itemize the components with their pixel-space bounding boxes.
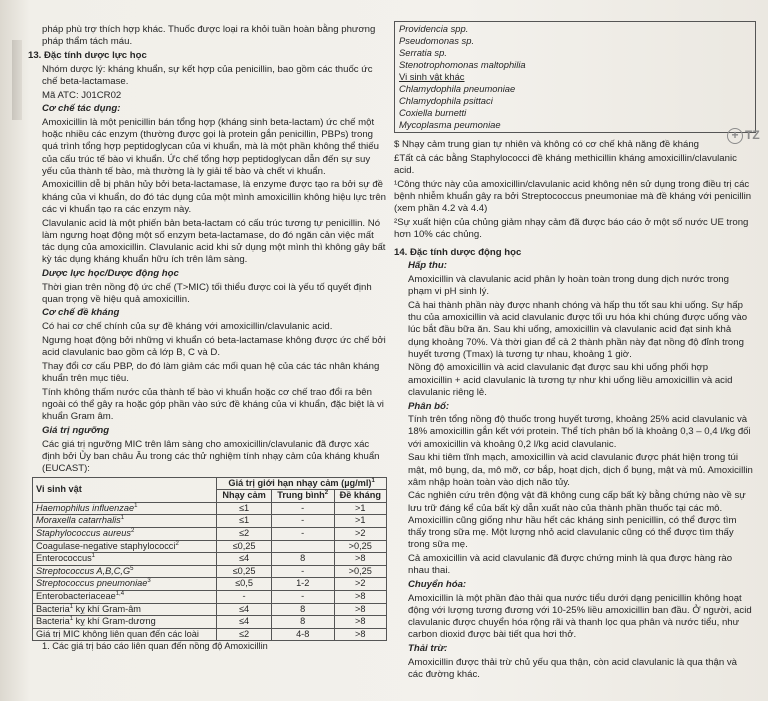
footnote-item: £Tất cả các bằng Staphylococci đề kháng methicillin kháng amoxicillin/clavulanic acid. (394, 152, 737, 176)
distribution-title: Phân bố: (408, 400, 450, 412)
header-breakpoints: Giá trị giới hạn nhạy cảm $(\mu g/ml)^1$ (217, 477, 387, 490)
table-row (33, 515, 387, 528)
resistant-cell: >2 (334, 527, 386, 540)
mic-breakpoint-table (32, 477, 387, 642)
susceptible-cell: - (217, 590, 272, 603)
scan-edge-shadow (12, 40, 22, 120)
resistant-cell: >8 (334, 590, 386, 603)
organism-cell: Enterococcus$^1$ (33, 553, 217, 566)
resistant-cell: >8 (334, 616, 386, 629)
susceptible-cell: ≤4 (217, 553, 272, 566)
resistance-p3: Thay đổi cơ cấu PBP, do đó làm giảm các mối quan hệ của các tác nhân kháng khuẩn trên mục tiêu. (42, 360, 380, 384)
table-footnote: 1. Các giá trị báo cáo liên quan đến nồng độ Amoxicillin (42, 641, 268, 652)
intermediate-cell: - (271, 515, 334, 528)
intermediate-cell: 4-8 (271, 628, 334, 641)
breakpoints-text: Các giá trị ngưỡng MIC trên lâm sàng cho amoxicillin/clavulanic đã được xác định bởi Ủy ban châu Âu trong các thử nghiệm tính nhạy cảm của kháng khuẩn (EUCAST): (42, 438, 380, 474)
organism-cell: Streptococcus pneumoniae$^3$ (33, 578, 217, 591)
resistance-p4: Tính không thấm nước của thành tế bào vi khuẩn hoặc cơ chế trao đổi ra bên ngoài có thể gây ra hoặc góp phần vào sức đề kháng của vi khuẩn, đặc biệt là vi khuẩn Gram âm. (42, 386, 384, 423)
organism-item: Mycoplasma peumoniae (399, 119, 501, 130)
distribution-p1: Tính trên tổng nồng độ thuốc trong huyết tương, khoảng 25% acid clavulanic và 18% amoxicillin gắn kết với protein. Thể tích phân bố là khoảng 0,3 – 0,4 l/kg đối với amoxicillin và khoảng 0,2 l/kg acid clavulanic. (408, 414, 751, 450)
metabolism-text: Amoxicillin là một phần đào thải qua nước tiểu dưới dạng penicillin không hoạt động với lượng tương đương với 10-25% liều amoxicillin ban đầu. Ở người, acid clavulanic được chuyển hóa rộng rãi và thanh lọc qua phân và nước tiểu, như carbon dioxid được bài tiết qua hơi thở. (408, 592, 752, 641)
distribution-p2: Sau khi tiêm tĩnh mạch, amoxicillin và acid clavulanic được phát hiện trong túi mật, mô bụng, da, mô mỡ, cơ bắp, hoạt dịch, dịch ổ bụng, mật và mủ. Amoxicillin xâm nhập hoàn toàn vào dịch não tủy. (408, 452, 753, 488)
manufacturer-logo: + TZ (727, 128, 767, 150)
table-row (33, 590, 387, 603)
resistant-cell: >8 (334, 603, 386, 616)
absorption-title: Hấp thu: (408, 260, 447, 272)
intermediate-cell: - (271, 527, 334, 540)
organism-cell: Giá trị MIC không liên quan đến các loài (33, 628, 217, 641)
organism-group-heading: Vi sinh vật khác (399, 71, 465, 82)
intermediate-cell (271, 540, 334, 553)
excretion-title: Thải trừ: (408, 642, 448, 654)
intermediate-cell: 1-2 (271, 578, 334, 591)
excretion-text: Amoxicillin được thải trừ chủ yếu qua thận, còn acid clavulanic là qua thận và các đường khác. (408, 656, 737, 680)
resistant-cell: >0,25 (334, 565, 386, 578)
organism-cell: Enterobacteriaceae$^{1,4}$ (33, 590, 217, 603)
resistant-cell: >1 (334, 502, 386, 515)
section-14-title: 14. Đặc tính dược động học (394, 246, 522, 258)
resistant-cell: >8 (334, 628, 386, 641)
resistant-cell: >0,25 (334, 540, 386, 553)
metabolism-title: Chuyển hóa: (408, 578, 467, 590)
table-row (33, 628, 387, 641)
pkpd-text: Thời gian trên nồng độ ức chế (T>MIC) tối thiểu được coi là yếu tố quyết định quan trọng về hiệu quả amoxicillin. (42, 281, 372, 305)
organism-cell: Streptococcus $A,B,C,G^5$ (33, 565, 217, 578)
cross-icon: + (727, 128, 743, 144)
table-row (33, 553, 387, 566)
organism-item: Chlamydophila pneumoniae (399, 83, 516, 94)
organism-item: Chlamydophila psittaci (399, 95, 493, 106)
table-row (33, 502, 387, 515)
footnote-item: ¹Công thức này của amoxicillin/clavulanic acid không nên sử dụng trong điều trị các bệnh nhiễm khuẩn gây ra bởi Streptococcus pneumoniae mà đề kháng với penicillin (xem phần 4.2 và 4.4) (394, 178, 752, 215)
table-row (33, 616, 387, 629)
organism-item: Serratia sp. (399, 47, 447, 58)
organism-cell: Coagulase-negative staphylococci$^2$ (33, 540, 217, 553)
susceptible-cell: ≤1 (217, 502, 272, 515)
absorption-p2: Cả hai thành phần này được nhanh chóng và hấp thu tốt sau khi uống. Sự hấp thu của amoxicillin và acid clavulanic được tối ưu hóa khi chúng được uống vào lúc bắt đầu bữa ăn. Sau khi uống, amoxicillin và clavulanic acid đạt sinh khả dụng khoảng 70%. Và thời gian để cả 2 thành phần này đạt nồng độ đỉnh trong huyết tương (Tmax) là tương tự nhau, khoảng 1 giờ. (408, 299, 748, 360)
table-row (33, 603, 387, 616)
organism-cell: Haemophilus influenzae$^1$ (33, 502, 217, 515)
left-column (28, 24, 386, 655)
resistant-cell: >2 (334, 578, 386, 591)
susceptible-cell: ≤0,5 (217, 578, 272, 591)
header-susceptible: Nhạy cảm (217, 490, 272, 503)
resistance-p2: Ngưng hoạt động bởi những vi khuẩn có beta-lactamase không được ức chế bởi acid clavulanic bao gồm cả lớp B, C và D. (42, 334, 386, 359)
organism-cell: Bacteria$^1$ kỵ khí Gram-âm (33, 603, 217, 616)
organism-cell: Moraxella catarrhalis$^1$ (33, 515, 217, 528)
resistant-cell: >1 (334, 515, 386, 528)
mechanism-p1: Amoxicillin là một penicillin bán tổng hợp (kháng sinh beta-lactam) ức chế một hoặc nhiều các enzym (thường được gọi là protein gắn penicillin, PBPs) trong quá trình tổng hợp peptidoglycan của vi khuẩn, mà là một phần không thể thiếu của cấu trúc tế bào vi khuẩn. Ức chế tổng hợp peptidoglycan dẫn đến sự suy yếu của thành tế bào, mà thường là ly giải tế bào và chết vi khuẩn. (42, 116, 379, 177)
section-13-title: 13. Đặc tính dược lực học (28, 49, 147, 61)
mechanism-p3: Clavulanic acid là một phiến bản beta-lactam có cấu trúc tương tự penicillin. Nó làm ngưng hoạt động một số enzym beta-lactamase, do đó ngăn cản việc mất tác dụng của amoxicillin. Clavulanic acid khi sử dụng một mình thì không gây bất kỳ tác dụng kháng khuẩn hữu ích trên lâm sàng. (42, 217, 386, 266)
susceptible-cell: ≤0,25 (217, 565, 272, 578)
intermediate-cell: 8 (271, 603, 334, 616)
resistance-title: Cơ chế đề kháng (42, 307, 120, 319)
susceptible-cell: ≤4 (217, 616, 272, 629)
header-resistant: Đề kháng (334, 490, 386, 503)
organism-item: Stenotrophomonas maltophilia (399, 59, 526, 70)
absorption-p3: Nồng độ amoxicillin và acid clavulanic đạt được sau khi uống phối hợp amoxicillin + acid clavulanic là tương tự như khi uống liều amoxicillin và acid clavulanic riêng lẻ. (408, 362, 733, 398)
organism-item: Coxiella burnetti (399, 107, 467, 118)
intermediate-cell: - (271, 502, 334, 515)
distribution-p3: Các nghiên cứu trên động vật đã không cung cấp bất kỳ bằng chứng nào về sự lưu trữ đáng kể của bất kỳ dẫn xuất nào của thành phần thuốc tại các mô. Amoxicillin cũng giống như hầu hết các kháng sinh penicillin, có thể được tìm thấy trong sữa mẹ. Một lượng nhỏ acid clavulanic cũng có thể được tìm thấy trong sữa mẹ. (408, 490, 746, 551)
intermediate-cell: - (271, 590, 334, 603)
resistance-p1: Có hai cơ chế chính của sự đề kháng với amoxicillin/clavulanic acid. (42, 321, 333, 333)
organism-item: Pseudomonas sp. (399, 35, 475, 46)
intermediate-cell: 8 (271, 616, 334, 629)
footnotes-list (394, 139, 754, 241)
intermediate-cell: - (271, 565, 334, 578)
absorption-p1: Amoxicillin và clavulanic acid phân ly hoàn toàn trong dung dịch nước trong phạm vi pH sinh lý. (408, 274, 729, 298)
susceptible-cell: ≤4 (217, 603, 272, 616)
intermediate-cell: 8 (271, 553, 334, 566)
table-row (33, 565, 387, 578)
susceptible-cell: ≤0,25 (217, 540, 272, 553)
footnote-item: ²Sự xuất hiện của chủng giảm nhạy cảm đã được báo cáo ở một số nước UE trong hơn 10% các chủng. (394, 216, 749, 240)
pkpd-title: Dược lực học/Dược động học (42, 267, 179, 279)
organism-cell: Staphylococcus aureus$^2$ (33, 527, 217, 540)
drug-group: Nhóm dược lý: kháng khuẩn, sự kết hợp của penicillin, bao gồm các thuốc ức chế beta-lactamase. (42, 63, 373, 87)
mechanism-title: Cơ chế tác dụng: (42, 103, 121, 115)
distribution-p4: Cả amoxicillin và acid clavulanic đã được chứng minh là qua được hàng rào nhau thai. (408, 553, 733, 577)
susceptible-cell: ≤2 (217, 527, 272, 540)
susceptible-cell: ≤2 (217, 628, 272, 641)
resistant-cell: >8 (334, 553, 386, 566)
header-intermediate: Trung bình$^2$ (271, 490, 334, 503)
organism-item: Providencia spp. (399, 23, 469, 34)
susceptible-cell: ≤1 (217, 515, 272, 528)
breakpoints-title: Giá trị ngưỡng (42, 424, 110, 436)
atc-code: Mã ATC: J01CR02 (42, 89, 122, 101)
organism-cell: Bacteria$^1$ kỵ khí Gram-dương (33, 616, 217, 629)
right-column (394, 21, 754, 683)
table-row (33, 578, 387, 591)
intro-text: pháp phù trợ thích hợp khác. Thuốc được loại ra khỏi tuần hoàn bằng phương pháp thẩm tách máu. (42, 24, 376, 48)
header-organism: Vi sinh vật (33, 477, 217, 502)
organism-list-box (394, 21, 756, 133)
footnote-item: $ Nhạy cảm trung gian tự nhiên và không có cơ chế khả năng đề kháng (394, 139, 699, 150)
table-row (33, 540, 387, 553)
mechanism-p2: Amoxicillin dễ bị phân hủy bởi beta-lactamase, là enzyme được tạo ra bởi sự đề kháng của vi khuẩn, do đó tác dụng của một mình amoxicillin không hiệu lực trên các vi khuẩn tạo ra các enzym này. (42, 179, 387, 215)
mic-table-body (33, 502, 387, 641)
table-row (33, 527, 387, 540)
